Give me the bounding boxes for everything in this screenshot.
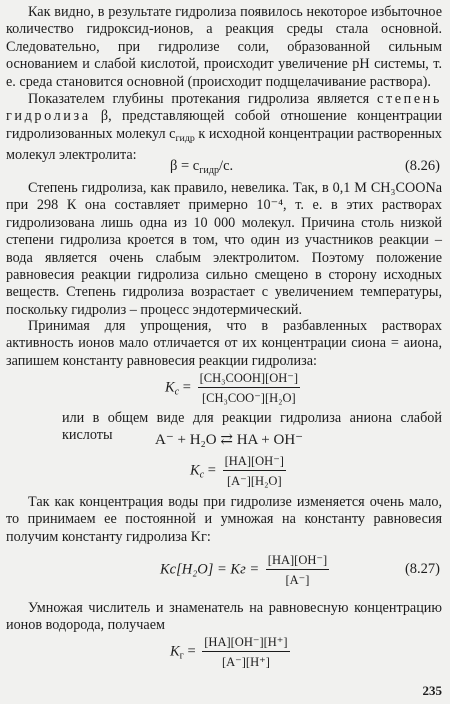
reaction-equation — [155, 430, 303, 449]
paragraph-degree-value: Степень гидролиза, как правило, невелика. Так, в 0,1 М CH₃COONa при 298 К она составляет примерно 10⁻⁴, т. е. в этих растворах гидролизована лишь одна из 10 000 молекул. Причина столь низкой степени гидролиза кроется в том, что один из участников реакции – вода является очень слабым электролитом. Поэтому положение равновесия реакции гидролиза сильно смещено в сторону исходных веществ. Степень гидролиза возрастает с увеличением температуры, поскольку гидролиз – процесс эндотермический. — [6, 180, 442, 318]
equation-8-26 — [170, 158, 233, 176]
equation-lhs: Kc[H₂O] = Kг = — [160, 561, 263, 578]
denominator: [CH₃COO⁻][H₂O] — [201, 391, 296, 405]
paragraph-general-form: или в общем виде для реакции гидролиза аниона слабой кислоты — [62, 410, 442, 444]
equation-text: /c. — [219, 158, 234, 174]
equation-kg: $K_г$ = $\frac{[HA][OH^-][H^+]}{[A^-][H^+]}$ — [170, 635, 288, 669]
equation-lhs: K — [190, 462, 200, 479]
paragraph-degree-definition — [6, 91, 442, 165]
equation-number: (8.27) — [404, 561, 440, 577]
paragraph-activity: Принимая для упрощения, что в разбавленных растворах активность ионов мало отличается от их концентрации cиона = aиона, запишем константу равновесия реакции гидролиза: — [6, 318, 442, 369]
equation-lhs: K — [165, 379, 175, 396]
paragraph-multiply-hydrogen: Умножая числитель и знаменатель на равновесную концентрацию ионов водорода, получаем — [6, 600, 442, 634]
equation-number: (8.26) — [404, 158, 440, 174]
page-number: 235 — [422, 683, 442, 698]
paragraph-text: к исходной концентрации растворенных молекул электролита: — [6, 125, 443, 164]
equation-kc-general: $K_c$ = $\frac{[HA][OH^-]}{\text{[A⁻][H₂O]}}$ — [190, 454, 284, 488]
subscript: гидр — [199, 165, 220, 176]
equation-kc-acetate: $K_c$ = $\frac{\text{[CH₃COOH][OH⁻]}}{\text{[CH₃COO⁻][H₂O]}}$ — [165, 371, 299, 405]
paragraph-hydrolysis-result: Как видно, в результате гидролиза появилось некоторое избыточное количество гидроксид-ионов, а реакция среды стала основной. Следовательно, при гидролизе соли, образованной сильным основанием и слабой кислотой, происходит увеличение pH системы, т. е. среда становится основной (происходит подщелачивание раствора). — [6, 4, 442, 90]
denominator: [A⁻][H⁺] — [221, 655, 270, 669]
reaction-right: HA + OH⁻ — [236, 432, 304, 448]
equilibrium-arrow-icon: ⇄ — [220, 432, 233, 448]
subscript: c — [199, 469, 205, 481]
paragraph-water-constant: Так как концентрация воды при гидролизе изменяется очень мало, то принимаем ее постоянной и умножая на константу равновесия получим константу гидролиза Kг: — [6, 494, 442, 545]
denominator: [A⁻][H₂O] — [226, 474, 282, 488]
fraction — [223, 453, 286, 489]
numerator: [CH₃COOH][OH⁻] — [198, 370, 300, 388]
term-degree-of-hydrolysis: степень гидролиза — [6, 91, 442, 125]
fraction — [198, 370, 300, 406]
subscript: гидр — [175, 132, 195, 144]
equation-text: β = c — [170, 158, 200, 174]
reaction-left: A⁻ + H₂O — [155, 432, 217, 448]
fraction — [202, 634, 289, 670]
subscript: г — [179, 650, 184, 662]
paragraph-text: Показателем глубины протекания гидролиза является — [28, 91, 378, 107]
paragraph-text: β, представляющей собой отношение концентрации гидролизованных молекул c — [6, 108, 442, 142]
numerator: [HA][OH⁻] — [266, 552, 329, 570]
fraction — [266, 552, 329, 588]
denominator: [A⁻] — [285, 573, 310, 587]
equation-8-27 — [160, 552, 332, 588]
numerator: [HA][OH⁻][H⁺] — [202, 634, 289, 652]
numerator: [HA][OH⁻] — [223, 453, 286, 471]
subscript: c — [174, 386, 180, 398]
equation-lhs: K — [170, 643, 180, 660]
